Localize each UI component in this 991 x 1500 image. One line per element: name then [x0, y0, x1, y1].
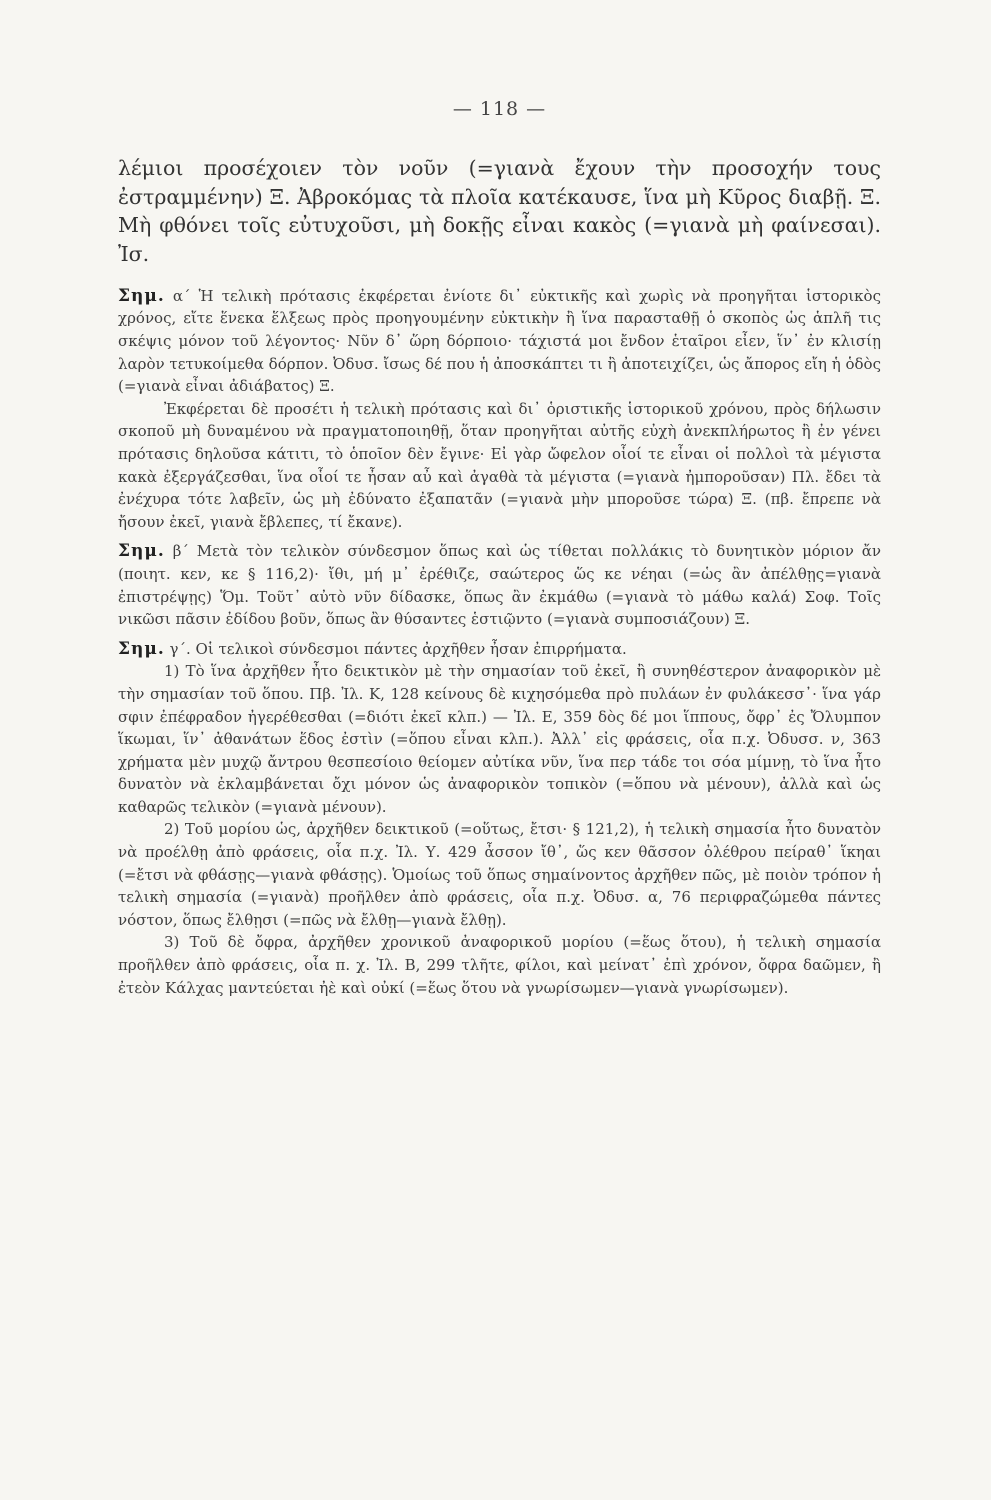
paragraph-text: λέμιοι προσέχοιεν τὸν νοῦν (=γιανὰ ἔχουν τὴν προσοχήν τους ἐστραμμένην) Ξ. Ἀβροκόμας τὰ πλοῖα κατέκαυσε, ἵνα μὴ Κῦρος διαβῇ. Ξ. Μὴ φθόνει τοῖς εὐτυχοῦσι, μὴ δοκῇς εἶναι κακὸς (=γιανὰ μὴ φαίνεσαι). Ἰσ.: [118, 156, 881, 267]
paragraph-text: 3) Τοῦ δὲ ὄφρα, ἀρχῆθεν χρονικοῦ ἀναφορικοῦ μορίου (=ἕως ὅτου), ἡ τελικὴ σημασία προῆλθεν ἀπὸ φράσεις, οἷα π. χ. Ἰλ. Β, 299 τλῆτε, φίλοι, καὶ μείνατ᾽ ἐπὶ χρόνον, ὄφρα δαῶμεν, ἢ ἐτεὸν Κάλχας μαντεύεται ἠὲ καὶ οὐκί (=ἕως ὅτου νὰ γνωρίσωμεν—γιανὰ γνωρίσωμεν).: [118, 933, 881, 997]
paragraph-text: α΄ Ἡ τελικὴ πρότασις ἐκφέρεται ἐνίοτε δι᾽ εὐκτικῆς καὶ χωρὶς νὰ προηγῆται ἱστορικὸς χρόνος, εἴτε ἕνεκα ἕλξεως πρὸς προηγουμένην εὐκτικὴν ἢ ἵνα παρασταθῇ ὁ σκοπὸς ὡς ἁπλῆ τις σκέψις μόνον τοῦ λέγοντος· Νῦν δ᾽ ὥρη δόρποιο· τάχιστά μοι ἔνδον ἑταῖροι εἶεν, ἵν᾽ ἐν κλισίῃ λαρὸν τετυκοίμεθα δόρπον. Ὀδυσ. ἴσως δέ που ἡ ἀποσκάπτει τι ἢ ἀποτειχίζει, ὡς ἄπορος εἴη ἡ ὁδὸς (=γιανὰ εἶναι ἀδιάβατος) Ξ.: [118, 286, 881, 396]
paragraph-hos: [118, 818, 881, 931]
note-gamma: [118, 638, 881, 661]
note-lead: Σημ.: [118, 541, 165, 562]
paragraph-text: 1) Τὸ ἵνα ἀρχῆθεν ἦτο δεικτικὸν μὲ τὴν σημασίαν τοῦ ἐκεῖ, ἢ συνηθέστερον ἀναφορικὸν μὲ τὴν σημασίαν τοῦ ὅπου. Πβ. Ἰλ. Κ, 128 κείνους δὲ κιχησόμεθα πρὸ πυλάων ἐν φυλάκεσσ᾽· ἵνα γάρ σφιν ἐπέφραδον ἠγερέθεσθαι (=διότι ἐκεῖ κλπ.) — Ἰλ. Ε, 359 δὸς δέ μοι ἵππους, ὄφρ᾽ ἐς Ὄλυμπον ἵκωμαι, ἵν᾽ ἀθανάτων ἕδος ἐστὶν (=ὅπου εἶναι κλπ.). Ἀλλ᾽ εἰς φράσεις, οἷα π.χ. Ὀδυσσ. ν, 363 χρήματα μὲν μυχῷ ἄντρου θεσπεσίοιο θείομεν αὐτίκα νῦν, ἵνα περ τάδε τοι σόα μίμνῃ, τὸ ἵνα ἦτο δυνατὸν νὰ ἐκλαμβάνεται ὄχι μόνον ὡς ἀναφορικὸν τοπικὸν (=ὅπου νὰ μένουν), ἀλλὰ καὶ ὡς καθαρῶς τελικὸν (=γιανὰ μένουν).: [118, 662, 881, 816]
paragraph-text: 2) Τοῦ μορίου ὡς, ἀρχῆθεν δεικτικοῦ (=οὕτως, ἔτσι· § 121,2), ἡ τελικὴ σημασία ἦτο δυνατὸν νὰ προέλθῃ ἀπὸ φράσεις, οἷα π.χ. Ἰλ. Υ. 429 ἆσσον ἴθ᾽, ὥς κεν θᾶσσον ὀλέθρου πείραθ᾽ ἵκηαι (=ἔτσι νὰ φθάσῃς—γιανὰ φθάσῃς). Ὁμοίως τοῦ ὅπως σημαίνοντος ἀρχῆθεν πῶς, μὲ ποιὸν τρόπον ἡ τελικὴ σημασία (=γιανὰ) προῆλθεν ἀπὸ φράσεις, οἷα π.χ. Ὀδυσ. α, 76 περιφραζώμεθα πάντες νόστον, ὅπως ἔλθῃσι (=πῶς νὰ ἔλθῃ—γιανὰ ἔλθῃ).: [118, 820, 881, 929]
paragraph-text: Ἐκφέρεται δὲ προσέτι ἡ τελικὴ πρότασις καὶ δι᾽ ὁριστικῆς ἱστορικοῦ χρόνου, πρὸς δήλωσιν σκοποῦ μὴ δυναμένου νὰ πραγματοποιηθῇ, ὅταν προηγῆται αὐτῆς εὐχὴ ἀνεκπλήρωτος ἢ ἐν γένει πρότασις δηλοῦσα κάτιτι, τὸ ὁποῖον δὲν ἔγινε· Εἰ γὰρ ὤφελον οἷοί τε εἶναι οἱ πολλοὶ τὰ μέγιστα κακὰ ἐξεργάζεσθαι, ἵνα οἷοί τε ἦσαν αὖ καὶ ἀγαθὰ τὰ μέγιστα (=γιανὰ ἠμποροῦσαν) Πλ. ἔδει τὰ ἐνέχυρα τότε λαβεῖν, ὡς μὴ ἐδύνατο ἐξαπατᾶν (=γιανὰ μὴν μποροῦσε τώρα) Ξ. (πβ. ἔπρεπε νὰ ἤσουν ἐκεῖ, γιανὰ ἔβλεπες, τί ἔκανε).: [118, 399, 881, 531]
paragraph-historic-tense: [118, 398, 881, 534]
note-alpha: [118, 285, 881, 398]
page-number: — 118 —: [452, 98, 547, 120]
paragraph-intro: [118, 154, 881, 269]
paragraph-text: γ΄. Οἱ τελικοὶ σύνδεσμοι πάντες ἀρχῆθεν ἦσαν ἐπιρρήματα.: [169, 639, 627, 658]
paragraph-hina: [118, 660, 881, 818]
note-beta: [118, 540, 881, 630]
paragraph-ophra: [118, 931, 881, 999]
note-lead: Σημ.: [118, 285, 165, 306]
note-lead: Σημ.: [118, 638, 165, 659]
paragraph-text: β΄ Μετὰ τὸν τελικὸν σύνδεσμον ὅπως καὶ ὡς τίθεται πολλάκις τὸ δυνητικὸν μόριον ἄν (ποιητ. κεν, κε § 116,2)· ἴθι, μή μ᾽ ἐρέθιζε, σαώτερος ὥς κε νέηαι (=ὡς ἂν ἀπέλθῃς=γιανὰ ἐπιστρέψῃς) Ὅμ. Τοῦτ᾽ αὐτὸ νῦν δίδασκε, ὅπως ἂν ἐκμάθω (=γιανὰ τὸ μάθω καλά) Σοφ. Τοῖς νικῶσι πᾶσιν ἐδίδου βοῦν, ὅπως ἂν θύσαντες ἑστιῷντο (=γιανὰ συμποσιάζουν) Ξ.: [118, 542, 881, 629]
